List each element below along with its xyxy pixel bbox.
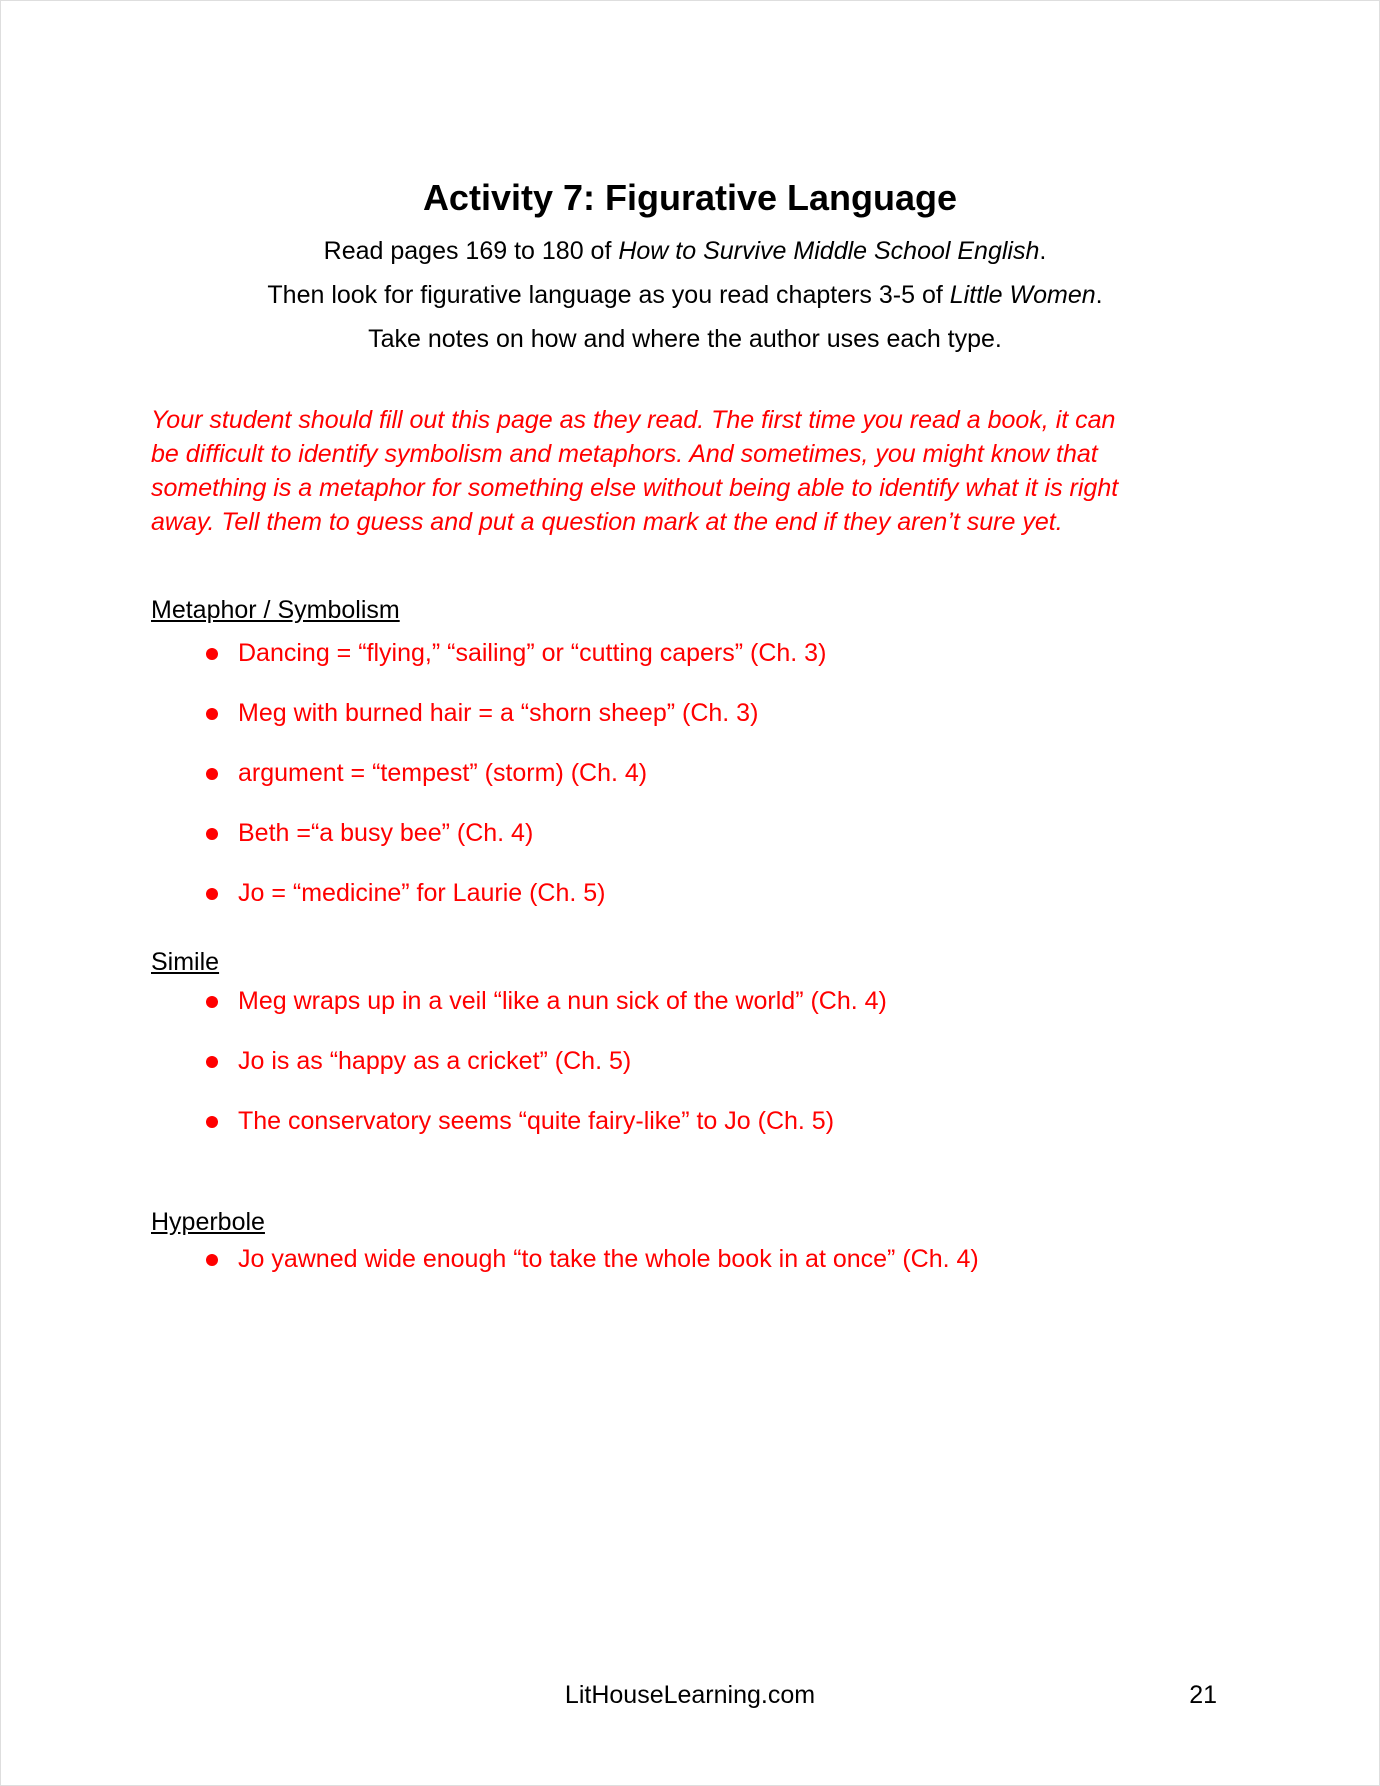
book-title-italic: Little Women [949, 281, 1096, 309]
bullet-marker [206, 708, 218, 720]
intro-text: Take notes on how and where the author uses each type. [368, 325, 1002, 353]
list-item [151, 879, 1261, 939]
bullet-marker [206, 1056, 218, 1068]
list-item-text: Dancing = “flying,” “sailing” or “cutting capers” (Ch. 3) [238, 639, 827, 667]
list-item [151, 987, 1261, 1047]
intro-text: . [1095, 281, 1103, 309]
teacher-note-line: be difficult to identify symbolism and metaphors. And sometimes, you might know that [151, 440, 1098, 468]
section-heading-metaphor-symbolism: Metaphor / Symbolism [151, 596, 400, 624]
bullet-marker [206, 1116, 218, 1128]
list-item-text: Jo is as “happy as a cricket” (Ch. 5) [238, 1047, 632, 1075]
list-item-text: The conservatory seems “quite fairy-like” to Jo (Ch. 5) [238, 1107, 835, 1135]
footer-page-number: 21 [1189, 1681, 1217, 1709]
teacher-note-line: something is a metaphor for something else without being able to identify what it is right [151, 474, 1119, 502]
page-title: Activity 7: Figurative Language [422, 177, 958, 218]
intro-line [151, 273, 1219, 317]
metaphor-list [151, 639, 1261, 939]
list-item [151, 759, 1261, 819]
bullet-marker [206, 996, 218, 1008]
section-heading-hyperbole: Hyperbole [151, 1208, 265, 1236]
bullet-marker [206, 768, 218, 780]
teacher-note-line: Your student should fill out this page as they read. The first time you read a book, it can [151, 406, 1116, 434]
teacher-note-line: away. Tell them to guess and put a question mark at the end if they aren’t sure yet. [151, 508, 1063, 536]
intro-line [151, 229, 1219, 273]
bullet-marker [206, 828, 218, 840]
list-item [151, 819, 1261, 879]
list-item-text: argument = “tempest” (storm) (Ch. 4) [238, 759, 648, 787]
list-item-text: Beth =“a busy bee” (Ch. 4) [238, 819, 534, 847]
list-item-text: Jo yawned wide enough “to take the whole book in at once” (Ch. 4) [238, 1245, 979, 1273]
section-heading-simile: Simile [151, 948, 220, 976]
intro-text: Read pages 169 to 180 of [323, 237, 619, 265]
list-item [151, 699, 1261, 759]
footer-site-link: LitHouseLearning.com [564, 1681, 816, 1709]
bullet-marker [206, 888, 218, 900]
intro-text: Then look for figurative language as you read chapters 3-5 of [267, 281, 950, 309]
simile-list [151, 987, 1261, 1167]
intro-block [151, 229, 1219, 361]
list-item [151, 1245, 1261, 1305]
list-item [151, 639, 1261, 699]
book-title-italic: How to Survive Middle School English [618, 237, 1040, 265]
bullet-marker [206, 648, 218, 660]
bullet-marker [206, 1254, 218, 1266]
list-item-text: Meg with burned hair = a “shorn sheep” (Ch. 3) [238, 699, 759, 727]
list-item [151, 1107, 1261, 1167]
hyperbole-list [151, 1245, 1261, 1305]
intro-text: . [1039, 237, 1047, 265]
list-item [151, 1047, 1261, 1107]
teacher-note [151, 403, 1261, 539]
intro-line [151, 317, 1219, 361]
list-item-text: Jo = “medicine” for Laurie (Ch. 5) [238, 879, 606, 907]
list-item-text: Meg wraps up in a veil “like a nun sick of the world” (Ch. 4) [238, 987, 887, 1015]
